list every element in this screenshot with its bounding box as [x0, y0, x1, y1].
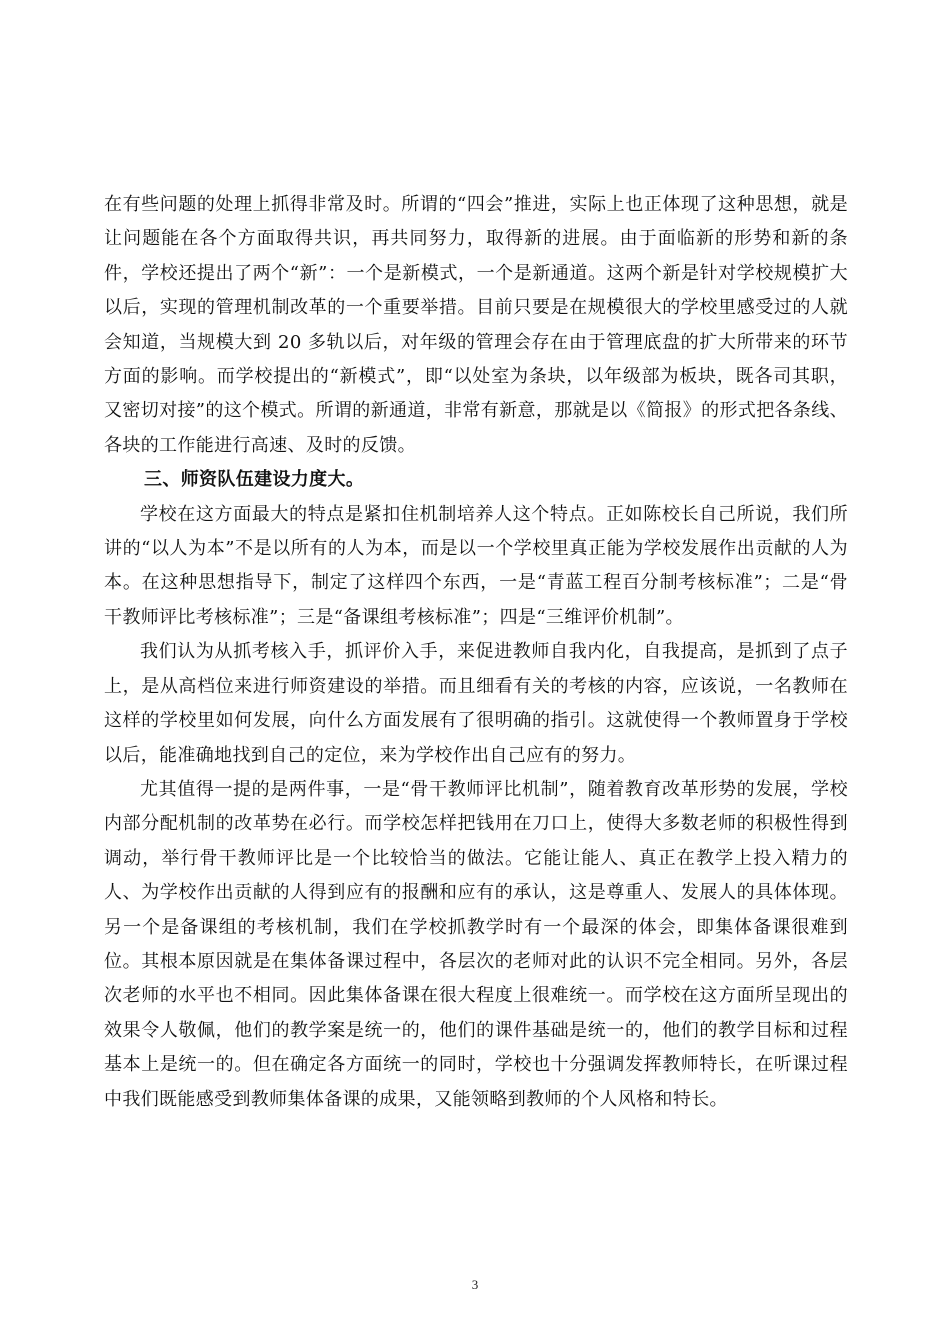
paragraph-two-matters: 尤其值得一提的是两件事，一是“骨干教师评比机制”，随着教育改革形势的发展，学校内部分配机制的改革势在必行。而学校怎样把钱用在刀口上，使得大多数老师的积极性得到调动，举行骨干教师评比是一个比较恰当的做法。它能让能人、真正在教学上投入精力的人、为学校作出贡献的人得到应有的报酬和应有的承认，这是尊重人、发展人的具体体现。另一个是备课组的考核机制，我们在学校抓教学时有一个最深的体会，即集体备课很难到位。其根本原因就是在集体备课过程中，各层次的老师对此的认识不完全相同。另外，各层次老师的水平也不相同。因此集体备课在很大程度上很难统一。而学校在这方面所呈现出的效果令人敬佩，他们的教学案是统一的，他们的课件基础是统一的，他们的教学目标和过程基本上是统一的。但在确定各方面统一的同时，学校也十分强调发挥教师特长，在听课过程中我们既能感受到教师集体备课的成果，又能领略到教师的个人风格和特长。 [104, 778, 848, 1110]
paragraph-continuation: 在有些问题的处理上抓得非常及时。所谓的“四会”推进，实际上也正体现了这种思想，就是让问题能在各个方面取得共识，再共同努力，取得新的进展。由于面临新的形势和新的条件，学校还提出了两个“新”：一个是新模式，一个是新通道。这两个新是针对学校规模扩大以后，实现的管理机制改革的一个重要举措。目前只要是在规模很大的学校里感受过的人就会知道，当规模大到 20 多轨以后，对年级的管理会存在由于管理底盘的扩大所带来的环节方面的影响。而学校提出的“新模式”，即“以处室为条块，以年级部为板块，既各司其职，又密切对接”的这个模式。所谓的新通道，非常有新意，那就是以《简报》的形式把各条线、各块的工作能进行高速、及时的反馈。 [104, 194, 848, 456]
section-heading: 三、师资队伍建设力度大。 [144, 469, 365, 491]
paragraph-assessment: 我们认为从抓考核入手，抓评价入手，来促进教师自我内化，自我提高，是抓到了点子上，是从高档位来进行师资建设的举措。而且细看有关的考核的内容，应该说，一名教师在这样的学校里如何发展，向什么方面发展有了很明确的指引。这就使得一个教师置身于学校以后，能准确地找到自己的定位，来为学校作出自己应有的努力。 [104, 641, 848, 766]
paragraph-teacher-mechanism: 学校在这方面最大的特点是紧扣住机制培养人这个特点。正如陈校长自己所说，我们所讲的“以人为本”不是以所有的人为本，而是以一个学校里真正能为学校发展作出贡献的人为本。在这种思想指导下，制定了这样四个东西，一是“青蓝工程百分制考核标准”；二是“骨干教师评比考核标准”；三是“备课组考核标准”；四是“三维评价机制”。 [104, 503, 848, 628]
document-body [104, 188, 848, 1117]
page-number: 3 [471, 1277, 479, 1292]
